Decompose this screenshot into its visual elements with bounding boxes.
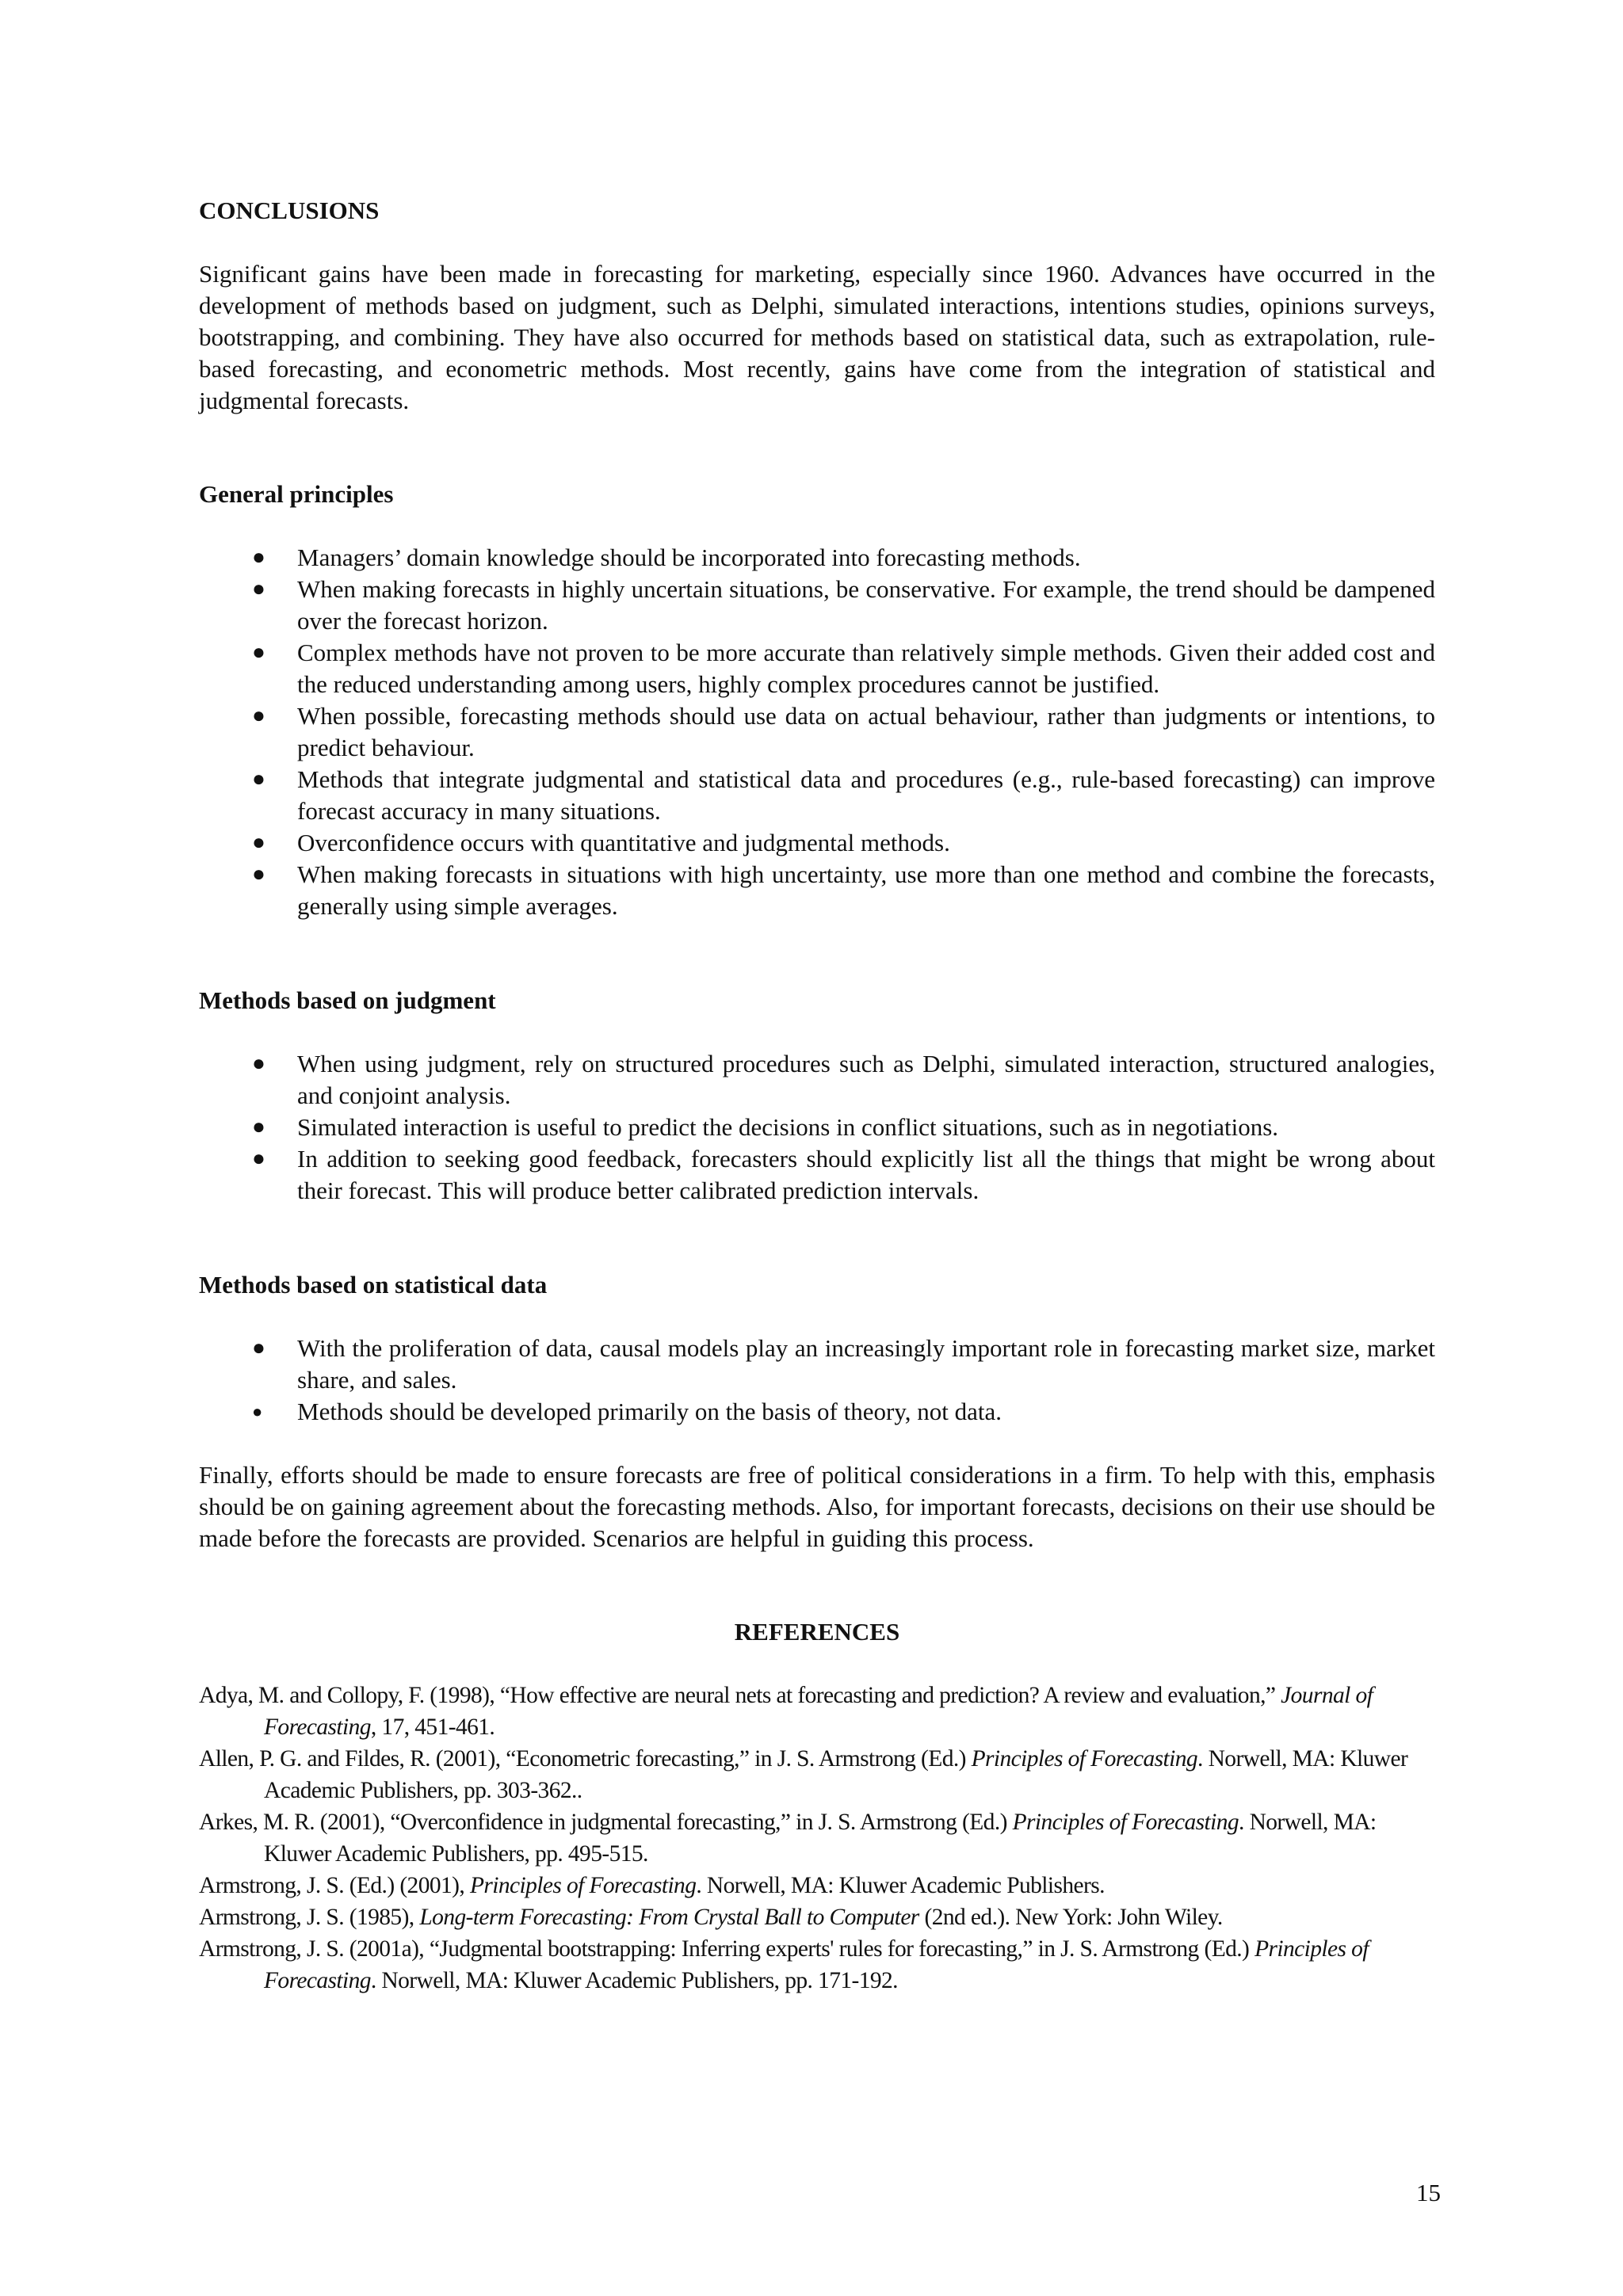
- general-principles-list: [199, 542, 1435, 922]
- references-heading: REFERENCES: [734, 1618, 900, 1646]
- reference-details: , 17, 451-461.: [370, 1714, 495, 1740]
- general-principles-heading: General principles: [199, 480, 394, 508]
- bullet-icon: ●: [252, 640, 265, 665]
- list-item-text: Simulated interaction is useful to predict the decisions in conflict situations, such as in negotiations.: [297, 1113, 1279, 1141]
- reference-source-title: Principles of Forecasting: [264, 1936, 1369, 1993]
- list-item: [199, 542, 1435, 574]
- list-item-text: Managers’ domain knowledge should be incorporated into forecasting methods.: [297, 543, 1081, 571]
- list-item-text: When possible, forecasting methods should use data on actual behaviour, rather than judgments or intentions, to predict behaviour.: [297, 702, 1435, 761]
- list-item: [199, 637, 1435, 700]
- reference-source-title: Long-term Forecasting: From Crystal Ball to Computer: [419, 1905, 919, 1930]
- reference-source-title: Journal of Forecasting: [264, 1683, 1373, 1740]
- reference-details: . Norwell, MA: Kluwer Academic Publishers, pp. 495-515.: [264, 1810, 1377, 1867]
- statistical-methods-list: [199, 1333, 1435, 1428]
- closing-paragraph: Finally, efforts should be made to ensure forecasts are free of political considerations in a firm. To help with this, emphasis should be on gaining agreement about the forecasting methods. Also, for important forecasts, decisions on their use should be made before the forecasts are provided. Scenarios are helpful in guiding this process.: [199, 1461, 1435, 1552]
- page-number: 15: [1416, 2179, 1441, 2206]
- reference-item: [199, 1806, 1435, 1870]
- reference-details: . Norwell, MA: Kluwer Academic Publishers, pp. 303-362..: [264, 1746, 1408, 1803]
- reference-text: Allen, P. G. and Fildes, R. (2001), “Econometric forecasting,” in J. S. Armstrong (Ed.): [199, 1746, 972, 1772]
- reference-item: [199, 1743, 1435, 1806]
- reference-item: [199, 1680, 1435, 1743]
- conclusions-heading: CONCLUSIONS: [199, 196, 380, 224]
- reference-text: Armstrong, J. S. (2001a), “Judgmental bootstrapping: Inferring experts' rules for forecasting,” in J. S. Armstrong (Ed.): [199, 1936, 1255, 1962]
- list-item-text: In addition to seeking good feedback, forecasters should explicitly list all the things that might be wrong about their forecast. This will produce better calibrated prediction intervals.: [297, 1145, 1435, 1204]
- list-item: [199, 859, 1435, 922]
- bullet-icon: ●: [252, 767, 265, 791]
- list-item: [199, 1396, 1435, 1428]
- reference-source-title: Principles of Forecasting: [1012, 1810, 1239, 1835]
- reference-text: Adya, M. and Collopy, F. (1998), “How effective are neural nets at forecasting and prediction? A review and evaluation,”: [199, 1683, 1281, 1708]
- conclusions-intro-paragraph: Significant gains have been made in forecasting for marketing, especially since 1960. Advances have occurred in the development of methods based on judgment, such as Delphi, simulated interactions, intentions studies, opinions surveys, bootstrapping, and combining. They have also occurred for methods based on statistical data, such as extrapolation, rule-based forecasting, and econometric methods. Most recently, gains have come from the integration of statistical and judgmental forecasts.: [199, 260, 1435, 414]
- bullet-icon: ●: [252, 1336, 265, 1360]
- list-item-text: Complex methods have not proven to be more accurate than relatively simple methods. Given their added cost and the reduced understanding among users, highly complex procedures cannot be justified.: [297, 639, 1435, 698]
- reference-text: Armstrong, J. S. (1985),: [199, 1905, 420, 1930]
- bullet-icon: ●: [252, 704, 265, 728]
- bullet-icon: ●: [252, 830, 265, 855]
- reference-details: . Norwell, MA: Kluwer Academic Publishers, pp. 171-192.: [370, 1968, 898, 1993]
- list-item: [199, 764, 1435, 827]
- list-item-text: When using judgment, rely on structured procedures such as Delphi, simulated interaction, structured analogies, and conjoint analysis.: [297, 1050, 1435, 1109]
- reference-details: (2nd ed.). New York: John Wiley.: [918, 1905, 1223, 1930]
- reference-details: . Norwell, MA: Kluwer Academic Publishers.: [696, 1873, 1105, 1898]
- bullet-icon: ●: [252, 1051, 265, 1076]
- reference-item: [199, 1870, 1435, 1901]
- bullet-icon: ●: [252, 1115, 265, 1139]
- list-item-text: Methods that integrate judgmental and statistical data and procedures (e.g., rule-based forecasting) can improve forecast accuracy in many situations.: [297, 765, 1435, 825]
- judgment-methods-heading: Methods based on judgment: [199, 986, 496, 1014]
- page-content: [199, 195, 1435, 1997]
- bullet-icon: ●: [252, 1402, 263, 1421]
- bullet-icon: ●: [252, 1146, 265, 1171]
- reference-text: Arkes, M. R. (2001), “Overconfidence in judgmental forecasting,” in J. S. Armstrong (Ed.): [199, 1810, 1013, 1835]
- list-item-text: With the proliferation of data, causal models play an increasingly important role in forecasting market size, market share, and sales.: [297, 1334, 1435, 1394]
- reference-source-title: Principles of Forecasting: [971, 1746, 1198, 1772]
- bullet-icon: ●: [252, 862, 265, 887]
- references-list: [199, 1680, 1435, 1997]
- list-item: [199, 1048, 1435, 1112]
- list-item-text: When making forecasts in highly uncertain situations, be conservative. For example, the trend should be dampened over the forecast horizon.: [297, 575, 1435, 635]
- reference-source-title: Principles of Forecasting: [469, 1873, 697, 1898]
- list-item: [199, 1333, 1435, 1396]
- list-item: [199, 1143, 1435, 1207]
- reference-item: [199, 1901, 1435, 1933]
- statistical-methods-heading: Methods based on statistical data: [199, 1271, 548, 1299]
- list-item: [199, 827, 1435, 859]
- list-item: [199, 574, 1435, 637]
- list-item-text: Overconfidence occurs with quantitative and judgmental methods.: [297, 829, 950, 856]
- reference-text: Armstrong, J. S. (Ed.) (2001),: [199, 1873, 470, 1898]
- reference-item: [199, 1933, 1435, 1997]
- list-item-text: When making forecasts in situations with high uncertainty, use more than one method and combine the forecasts, generally using simple averages.: [297, 860, 1435, 920]
- bullet-icon: ●: [252, 545, 265, 570]
- list-item: [199, 1112, 1435, 1143]
- list-item: [199, 700, 1435, 764]
- bullet-icon: ●: [252, 577, 265, 601]
- judgment-methods-list: [199, 1048, 1435, 1207]
- list-item-text: Methods should be developed primarily on the basis of theory, not data.: [297, 1398, 1002, 1425]
